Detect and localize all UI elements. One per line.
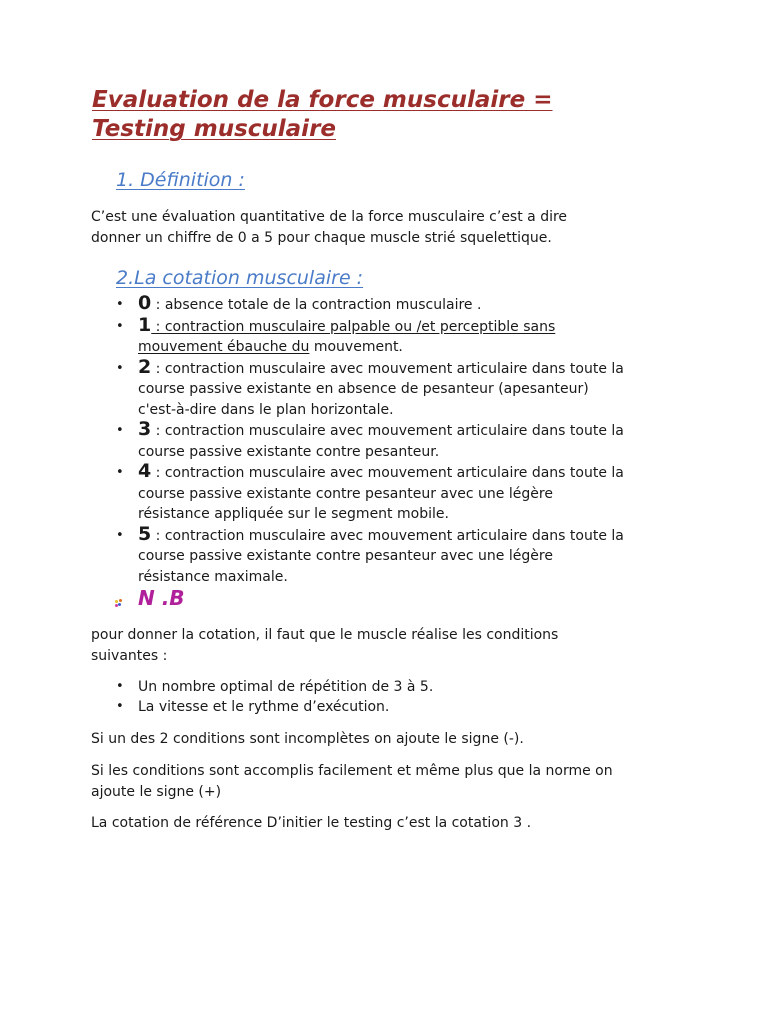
nb-intro-paragraph <box>91 625 691 666</box>
colorful-bullet-icon <box>115 599 123 607</box>
list-item-condition <box>115 697 433 717</box>
list-item-grade-1 <box>115 313 695 358</box>
bullet-icon: • <box>116 318 124 334</box>
grade-description-cont: c'est-à-dire dans le plan horizontale. <box>138 401 394 418</box>
bullet-icon: • <box>116 699 124 714</box>
list-item-grade-3 <box>115 418 695 462</box>
grade-description: : contraction musculaire avec mouvement articulaire dans toute la <box>151 527 624 544</box>
rule-minus-paragraph <box>91 729 691 750</box>
list-item-grade-2 <box>115 355 695 421</box>
grade-number: 0 <box>138 292 152 314</box>
grade-description-cont: course passive existante contre pesanteur avec une légère <box>138 485 553 502</box>
section-heading-cotation-text: 2.La cotation musculaire : <box>116 267 364 289</box>
nb-intro-line-2: suivantes : <box>91 647 168 664</box>
grade-number: 3 <box>138 418 152 440</box>
condition-text: La vitesse et le rythme d’exécution. <box>138 699 390 715</box>
definition-paragraph <box>91 207 691 248</box>
list-item-grade-4 <box>115 460 695 525</box>
grade-number: 4 <box>138 460 152 482</box>
nb-label: N .B <box>138 586 185 610</box>
reference-text: La cotation de référence D’initier le testing c’est la cotation 3 . <box>91 815 532 831</box>
title-line-2: Testing musculaire <box>92 116 337 142</box>
grade-description-cont: course passive existante contre pesanteur avec une légère <box>138 548 553 564</box>
grade-description-cont: course passive existante en absence de pesanteur (apesanteur) <box>138 381 589 397</box>
rule-plus-line-1: Si les conditions sont accomplis facilement et même plus que la norme on <box>91 763 613 779</box>
section-heading-definition-text: 1. Définition : <box>116 169 245 191</box>
bullet-icon: • <box>116 465 124 480</box>
reference-paragraph <box>91 813 691 834</box>
grade-number: 1 <box>138 313 152 336</box>
definition-line-1: C’est une évaluation quantitative de la force musculaire c’est a dire <box>91 209 568 225</box>
list-item-grade-5 <box>115 522 695 588</box>
cotation-list <box>115 292 695 588</box>
grade-description: : contraction musculaire avec mouvement articulaire dans toute la <box>151 423 624 439</box>
rule-minus-text: Si un des 2 conditions sont incomplètes on ajoute le signe (-). <box>91 731 524 747</box>
condition-text: Un nombre optimal de répétition de 3 à 5. <box>138 679 434 695</box>
grade-description-cont: mouvement ébauche du <box>138 339 310 355</box>
grade-description-cont: course passive existante contre pesanteur. <box>138 443 440 460</box>
conditions-list <box>115 677 433 717</box>
grade-description: : absence totale de la contraction musculaire . <box>151 297 482 313</box>
grade-number: 2 <box>138 355 152 378</box>
grade-description-end: mouvement. <box>309 339 403 355</box>
section-heading-cotation <box>116 266 363 290</box>
list-item-grade-0 <box>115 292 695 316</box>
grade-description: : contraction musculaire palpable ou /et perceptible sans <box>151 318 556 335</box>
grade-number: 5 <box>138 522 152 545</box>
bullet-icon: • <box>116 679 124 694</box>
grade-description-cont: résistance maximale. <box>138 568 288 585</box>
grade-description: : contraction musculaire avec mouvement articulaire dans toute la <box>151 465 624 481</box>
rule-plus-paragraph <box>91 761 691 802</box>
bullet-icon: • <box>116 423 124 438</box>
bullet-icon: • <box>116 297 124 312</box>
rule-plus-line-2: ajoute le signe (+) <box>91 783 222 800</box>
nb-intro-line-1: pour donner la cotation, il faut que le muscle réalise les conditions <box>91 627 559 643</box>
title-line-1: Evaluation de la force musculaire = <box>92 87 553 113</box>
definition-line-2: donner un chiffre de 0 a 5 pour chaque muscle strié squelettique. <box>91 229 552 246</box>
list-item-condition <box>115 677 433 697</box>
grade-description-cont: résistance appliquée sur le segment mobile. <box>138 506 449 522</box>
bullet-icon: • <box>116 360 124 376</box>
nb-heading <box>115 586 185 610</box>
document-title <box>92 86 692 144</box>
section-heading-definition <box>116 168 245 192</box>
grade-description: : contraction musculaire avec mouvement articulaire dans toute la <box>151 360 624 377</box>
bullet-icon: • <box>116 527 124 543</box>
